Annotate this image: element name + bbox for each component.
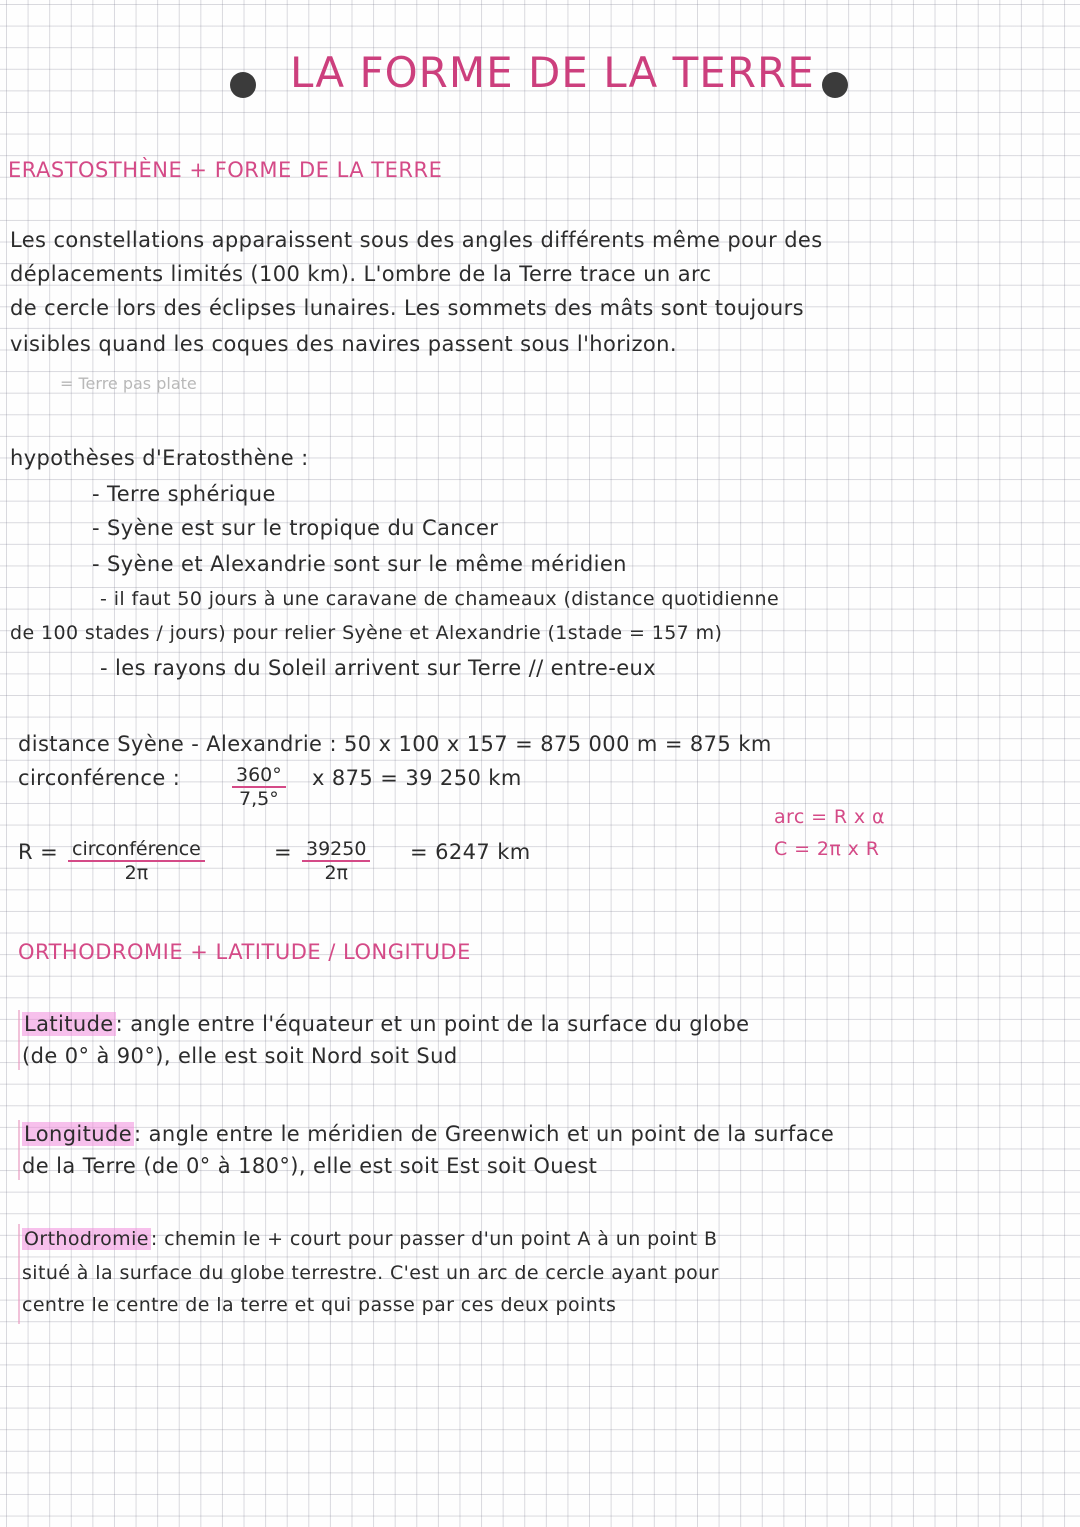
formula-circumference: C = 2π x R <box>774 838 880 860</box>
circumference-denominator: 7,5° <box>239 788 279 810</box>
radius-numerator-1: circonférence <box>68 838 205 862</box>
margin-line-orthodromie <box>18 1224 20 1324</box>
longitude-term: Longitude <box>24 1122 133 1146</box>
radius-fraction-2 <box>302 838 370 884</box>
latitude-definition-1: : angle entre l'équateur et un point de la surface du globe <box>115 1012 750 1036</box>
orthodromie-definition-1: : chemin le + court pour passer d'un point A à un point B <box>150 1228 718 1250</box>
longitude-line-2: de la Terre (de 0° à 180°), elle est soit Est soit Ouest <box>22 1154 598 1178</box>
hypothesis-item-3: - Syène et Alexandrie sont sur le même méridien <box>92 552 627 576</box>
latitude-line-1 <box>22 1012 750 1036</box>
hypothesis-item-2: - Syène est sur le tropique du Cancer <box>92 516 499 540</box>
radius-denominator-1: 2π <box>124 862 149 884</box>
page-title: LA FORME DE LA TERRE <box>290 48 815 97</box>
hypothesis-item-5: - les rayons du Soleil arrivent sur Terre // entre-eux <box>100 656 657 680</box>
orthodromie-line-3: centre le centre de la terre et qui passe par ces deux points <box>22 1294 617 1316</box>
punch-hole-right <box>822 72 848 98</box>
orthodromie-line-2: situé à la surface du globe terrestre. C'est un arc de cercle ayant pour <box>22 1262 719 1284</box>
margin-line-latitude <box>18 1010 20 1070</box>
longitude-line-1 <box>22 1122 834 1146</box>
radius-result: = 6247 km <box>410 840 531 864</box>
paragraph-line-3: de cercle lors des éclipses lunaires. Les sommets des mâts sont toujours <box>10 296 804 320</box>
hypothesis-item-4: - il faut 50 jours à une caravane de chameaux (distance quotidienne <box>100 588 780 610</box>
section-heading-orthodromie: ORTHODROMIE + LATITUDE / LONGITUDE <box>18 940 471 964</box>
margin-line-longitude <box>18 1120 20 1180</box>
orthodromie-line-1 <box>22 1228 717 1250</box>
distance-label: distance Syène - Alexandrie : <box>18 732 337 756</box>
latitude-line-2: (de 0° à 90°), elle est soit Nord soit Sud <box>22 1044 458 1068</box>
hypothesis-item-1: - Terre sphérique <box>92 482 276 506</box>
longitude-definition-1: : angle entre le méridien de Greenwich et un point de la surface <box>134 1122 835 1146</box>
note-terre-pas-plate: = Terre pas plate <box>60 374 197 393</box>
radius-denominator-2: 2π <box>324 862 348 884</box>
radius-numerator-2: 39250 <box>302 838 370 862</box>
latitude-term: Latitude <box>24 1012 114 1036</box>
paragraph-line-1: Les constellations apparaissent sous des angles différents même pour des <box>10 228 823 252</box>
circumference-label: circonférence : <box>18 766 181 790</box>
punch-hole-left <box>230 72 256 98</box>
circumference-fraction <box>232 764 286 810</box>
section-heading-erastosthene: ERASTOSTHÈNE + FORME DE LA TERRE <box>8 158 443 182</box>
circumference-result: x 875 = 39 250 km <box>312 766 522 790</box>
distance-line <box>18 732 772 756</box>
radius-equals: = <box>274 840 292 864</box>
circumference-numerator: 360° <box>232 764 286 788</box>
orthodromie-term: Orthodromie <box>24 1228 149 1250</box>
hypothesis-item-4-continued: de 100 stades / jours) pour relier Syène et Alexandrie (1stade = 157 m) <box>10 622 723 644</box>
paragraph-line-4: visibles quand les coques des navires passent sous l'horizon. <box>10 332 677 356</box>
formula-arc: arc = R x α <box>774 806 885 828</box>
radius-fraction-1 <box>68 838 205 884</box>
paragraph-line-2: déplacements limités (100 km). L'ombre de la Terre trace un arc <box>10 262 712 286</box>
distance-expression: 50 x 100 x 157 = 875 000 m = 875 km <box>344 732 772 756</box>
radius-label: R = <box>18 840 59 864</box>
hypotheses-heading: hypothèses d'Eratosthène : <box>10 446 309 470</box>
